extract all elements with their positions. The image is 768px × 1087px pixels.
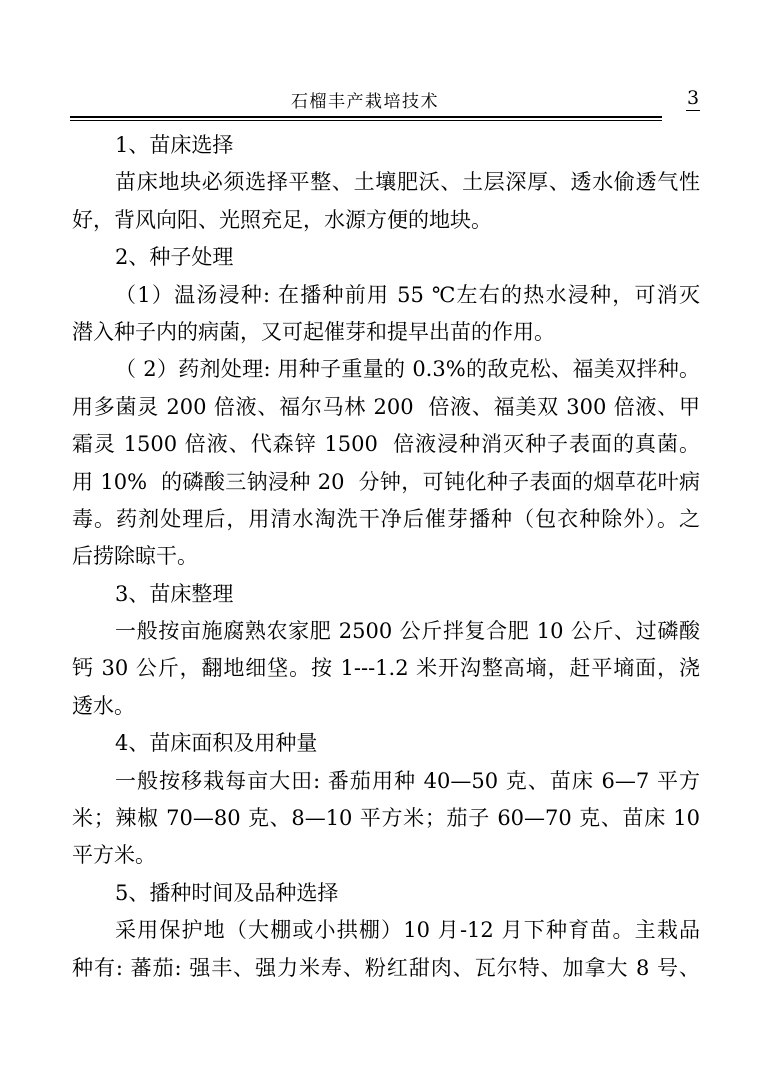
- paragraph-line: 霜灵 1500 倍液、代森锌 1500 倍液浸种消灭种子表面的真菌。: [72, 432, 700, 457]
- paragraph-line: 平方米。: [72, 843, 156, 868]
- section-heading: 3、苗床整理: [115, 581, 234, 606]
- section-heading: 5、播种时间及品种选择: [115, 880, 339, 905]
- paragraph-line: 一般按亩施腐熟农家肥 2500 公斤拌复合肥 10 公斤、过磷酸: [115, 619, 700, 644]
- document-body: [72, 127, 700, 987]
- paragraph-line: 米；辣椒 70—80 克、8—10 平方米；茄子 60—70 克、苗床 10: [72, 806, 700, 831]
- paragraph-line: 后捞除晾干。: [72, 544, 198, 569]
- paragraph-line: 用多菌灵 200 倍液、福尔马林 200 倍液、福美双 300 倍液、甲: [72, 394, 700, 419]
- paragraph-line: 透水。: [72, 693, 135, 718]
- section-heading: 4、苗床面积及用种量: [115, 731, 318, 756]
- paragraph-line: 种有: 蕃茄: 强丰、强力米寿、粉红甜肉、瓦尔特、加拿大 8 号、: [72, 955, 700, 980]
- section-heading: 1、苗床选择: [115, 133, 234, 157]
- paragraph-line: 苗床地块必须选择平整、土壤肥沃、土层深厚、透水偷透气性: [115, 170, 700, 195]
- paragraph-line: 一般按移栽每亩大田: 番茄用种 40—50 克、苗床 6—7 平方: [115, 768, 700, 793]
- paragraph-line: （1）温汤浸种: 在播种前用 55 ℃左右的热水浸种，可消灭: [115, 282, 700, 307]
- paragraph-line: 采用保护地（大棚或小拱棚）10 月-12 月下种育苗。主栽品: [115, 918, 700, 943]
- section-heading: 2、种子处理: [115, 245, 234, 270]
- paragraph-line: 钙 30 公斤，翻地细垡。按 1---1.2 米开沟整高墒，赶平墒面，浇: [72, 656, 700, 681]
- paragraph-line: 毒。药剂处理后，用清水淘洗干净后催芽播种（包衣种除外）。之: [72, 506, 700, 531]
- header-double-rule: [70, 116, 662, 121]
- running-header-title: 石榴丰产栽培技术: [291, 92, 439, 112]
- paragraph-line: 好，背风向阳、光照充足，水源方便的地块。: [72, 207, 492, 232]
- paragraph-line: 用 10% 的磷酸三钠浸种 20 分钟，可钝化种子表面的烟草花叶病: [72, 469, 700, 494]
- paragraph-line: （ 2）药剂处理: 用种子重量的 0.3%的敌克松、福美双拌种。: [115, 357, 700, 382]
- paragraph-line: 潜入种子内的病菌，又可起催芽和提早出苗的作用。: [72, 319, 555, 344]
- page-number: 3: [687, 87, 700, 109]
